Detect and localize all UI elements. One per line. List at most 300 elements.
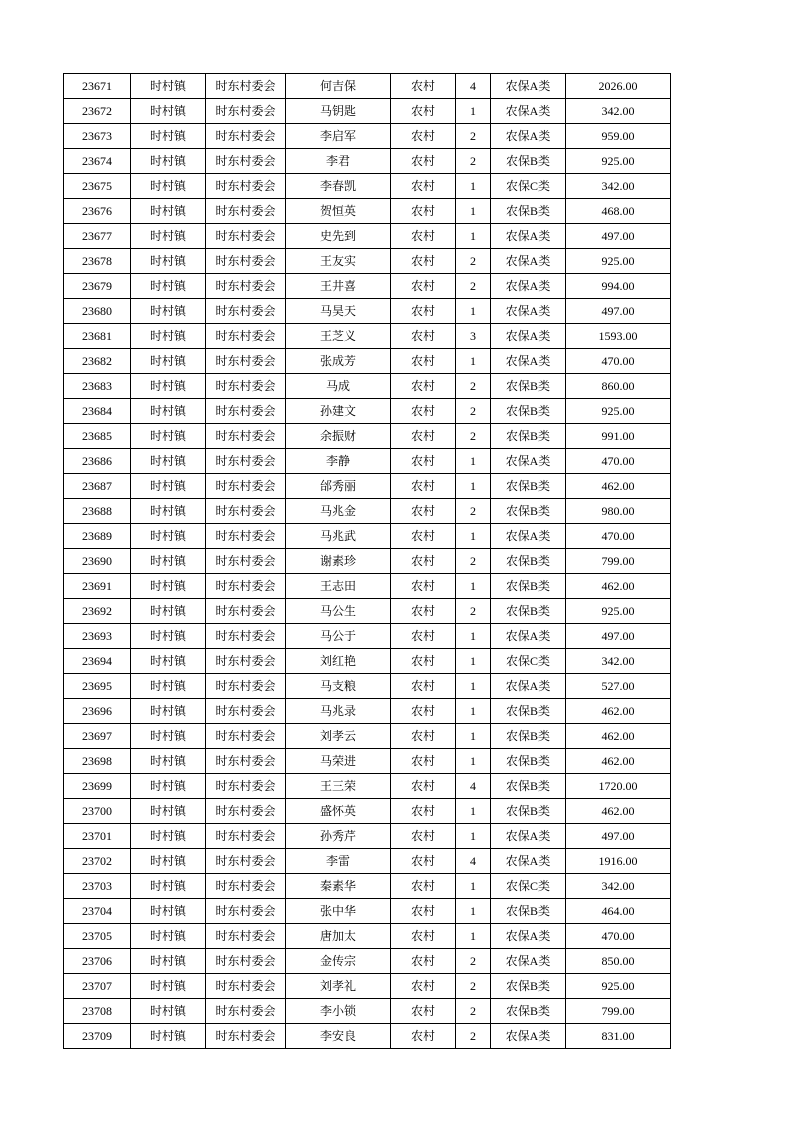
cell-insurance-category: 农保B类 (491, 549, 566, 574)
cell-amount: 470.00 (566, 524, 671, 549)
cell-insurance-category: 农保B类 (491, 399, 566, 424)
cell-village-committee: 时东村委会 (206, 774, 286, 799)
cell-insurance-category: 农保B类 (491, 974, 566, 999)
cell-village-committee: 时东村委会 (206, 824, 286, 849)
cell-record-id: 23674 (64, 149, 131, 174)
table-row (64, 399, 671, 424)
cell-amount: 1916.00 (566, 849, 671, 874)
cell-person-count: 2 (456, 1024, 491, 1049)
cell-person-name: 盛怀英 (286, 799, 391, 824)
table-row (64, 324, 671, 349)
cell-town: 时村镇 (131, 174, 206, 199)
cell-village-committee: 时东村委会 (206, 124, 286, 149)
cell-record-id: 23701 (64, 824, 131, 849)
cell-amount: 470.00 (566, 449, 671, 474)
table-row (64, 74, 671, 99)
cell-insurance-category: 农保B类 (491, 474, 566, 499)
cell-insurance-category: 农保A类 (491, 849, 566, 874)
cell-person-name: 王志田 (286, 574, 391, 599)
cell-person-count: 2 (456, 499, 491, 524)
cell-insurance-category: 农保A类 (491, 99, 566, 124)
cell-insurance-category: 农保A类 (491, 324, 566, 349)
cell-household-type: 农村 (391, 524, 456, 549)
table-row (64, 924, 671, 949)
cell-insurance-category: 农保A类 (491, 349, 566, 374)
cell-record-id: 23685 (64, 424, 131, 449)
cell-amount: 980.00 (566, 499, 671, 524)
cell-household-type: 农村 (391, 1024, 456, 1049)
cell-insurance-category: 农保B类 (491, 999, 566, 1024)
cell-person-name: 李安良 (286, 1024, 391, 1049)
cell-village-committee: 时东村委会 (206, 699, 286, 724)
cell-town: 时村镇 (131, 199, 206, 224)
cell-insurance-category: 农保B类 (491, 799, 566, 824)
cell-person-count: 1 (456, 524, 491, 549)
cell-record-id: 23687 (64, 474, 131, 499)
cell-person-name: 何吉保 (286, 74, 391, 99)
cell-household-type: 农村 (391, 499, 456, 524)
cell-record-id: 23675 (64, 174, 131, 199)
cell-amount: 497.00 (566, 824, 671, 849)
cell-village-committee: 时东村委会 (206, 574, 286, 599)
cell-town: 时村镇 (131, 424, 206, 449)
cell-town: 时村镇 (131, 899, 206, 924)
cell-record-id: 23703 (64, 874, 131, 899)
cell-person-count: 1 (456, 624, 491, 649)
cell-person-name: 马兆录 (286, 699, 391, 724)
cell-amount: 342.00 (566, 874, 671, 899)
cell-person-name: 王井喜 (286, 274, 391, 299)
cell-record-id: 23698 (64, 749, 131, 774)
cell-insurance-category: 农保B类 (491, 199, 566, 224)
cell-person-count: 1 (456, 699, 491, 724)
cell-insurance-category: 农保B类 (491, 574, 566, 599)
cell-amount: 462.00 (566, 574, 671, 599)
cell-record-id: 23694 (64, 649, 131, 674)
cell-village-committee: 时东村委会 (206, 599, 286, 624)
cell-person-name: 邰秀丽 (286, 474, 391, 499)
cell-person-count: 2 (456, 149, 491, 174)
cell-person-count: 1 (456, 574, 491, 599)
cell-record-id: 23679 (64, 274, 131, 299)
cell-household-type: 农村 (391, 474, 456, 499)
cell-record-id: 23681 (64, 324, 131, 349)
cell-insurance-category: 农保B类 (491, 899, 566, 924)
cell-village-committee: 时东村委会 (206, 674, 286, 699)
cell-record-id: 23704 (64, 899, 131, 924)
table-row (64, 999, 671, 1024)
cell-record-id: 23708 (64, 999, 131, 1024)
cell-town: 时村镇 (131, 149, 206, 174)
cell-person-name: 王芝义 (286, 324, 391, 349)
cell-person-count: 4 (456, 849, 491, 874)
cell-insurance-category: 农保A类 (491, 449, 566, 474)
cell-record-id: 23696 (64, 699, 131, 724)
cell-record-id: 23676 (64, 199, 131, 224)
table-row (64, 99, 671, 124)
cell-town: 时村镇 (131, 924, 206, 949)
cell-village-committee: 时东村委会 (206, 174, 286, 199)
cell-village-committee: 时东村委会 (206, 1024, 286, 1049)
cell-person-name: 王友实 (286, 249, 391, 274)
cell-insurance-category: 农保B类 (491, 749, 566, 774)
cell-household-type: 农村 (391, 974, 456, 999)
cell-insurance-category: 农保A类 (491, 674, 566, 699)
cell-record-id: 23702 (64, 849, 131, 874)
cell-person-count: 1 (456, 349, 491, 374)
cell-person-name: 马钥匙 (286, 99, 391, 124)
cell-town: 时村镇 (131, 249, 206, 274)
cell-record-id: 23682 (64, 349, 131, 374)
cell-amount: 462.00 (566, 699, 671, 724)
cell-amount: 925.00 (566, 149, 671, 174)
cell-person-count: 1 (456, 924, 491, 949)
cell-amount: 497.00 (566, 224, 671, 249)
cell-village-committee: 时东村委会 (206, 249, 286, 274)
cell-person-count: 1 (456, 299, 491, 324)
cell-town: 时村镇 (131, 324, 206, 349)
table-row (64, 499, 671, 524)
table-row (64, 749, 671, 774)
cell-village-committee: 时东村委会 (206, 624, 286, 649)
cell-household-type: 农村 (391, 249, 456, 274)
cell-household-type: 农村 (391, 924, 456, 949)
cell-person-name: 秦素华 (286, 874, 391, 899)
cell-amount: 462.00 (566, 749, 671, 774)
cell-person-count: 2 (456, 124, 491, 149)
cell-household-type: 农村 (391, 374, 456, 399)
cell-town: 时村镇 (131, 499, 206, 524)
cell-household-type: 农村 (391, 799, 456, 824)
cell-town: 时村镇 (131, 649, 206, 674)
cell-town: 时村镇 (131, 74, 206, 99)
cell-town: 时村镇 (131, 949, 206, 974)
cell-amount: 470.00 (566, 349, 671, 374)
table-row (64, 1024, 671, 1049)
cell-record-id: 23677 (64, 224, 131, 249)
table-row (64, 849, 671, 874)
table-row (64, 974, 671, 999)
cell-village-committee: 时东村委会 (206, 849, 286, 874)
cell-person-name: 马公生 (286, 599, 391, 624)
cell-insurance-category: 农保A类 (491, 624, 566, 649)
cell-insurance-category: 农保B类 (491, 499, 566, 524)
cell-person-count: 1 (456, 174, 491, 199)
cell-amount: 497.00 (566, 299, 671, 324)
table-row (64, 124, 671, 149)
cell-person-count: 2 (456, 549, 491, 574)
cell-person-count: 1 (456, 649, 491, 674)
cell-amount: 464.00 (566, 899, 671, 924)
cell-person-name: 马兆武 (286, 524, 391, 549)
cell-amount: 959.00 (566, 124, 671, 149)
cell-household-type: 农村 (391, 774, 456, 799)
cell-person-count: 1 (456, 674, 491, 699)
cell-insurance-category: 农保A类 (491, 124, 566, 149)
cell-town: 时村镇 (131, 699, 206, 724)
cell-household-type: 农村 (391, 174, 456, 199)
cell-amount: 470.00 (566, 924, 671, 949)
cell-person-count: 1 (456, 899, 491, 924)
cell-record-id: 23692 (64, 599, 131, 624)
cell-insurance-category: 农保B类 (491, 724, 566, 749)
cell-insurance-category: 农保C类 (491, 649, 566, 674)
cell-record-id: 23671 (64, 74, 131, 99)
cell-insurance-category: 农保C类 (491, 174, 566, 199)
table-row (64, 174, 671, 199)
cell-person-count: 2 (456, 599, 491, 624)
cell-insurance-category: 农保A类 (491, 299, 566, 324)
cell-person-name: 刘红艳 (286, 649, 391, 674)
cell-insurance-category: 农保B类 (491, 424, 566, 449)
cell-person-name: 金传宗 (286, 949, 391, 974)
cell-household-type: 农村 (391, 99, 456, 124)
cell-amount: 342.00 (566, 649, 671, 674)
cell-person-name: 刘孝云 (286, 724, 391, 749)
cell-amount: 342.00 (566, 99, 671, 124)
cell-town: 时村镇 (131, 824, 206, 849)
cell-town: 时村镇 (131, 674, 206, 699)
cell-record-id: 23672 (64, 99, 131, 124)
table-row (64, 699, 671, 724)
cell-town: 时村镇 (131, 99, 206, 124)
cell-person-name: 李春凯 (286, 174, 391, 199)
cell-household-type: 农村 (391, 124, 456, 149)
cell-household-type: 农村 (391, 224, 456, 249)
cell-amount: 799.00 (566, 549, 671, 574)
cell-household-type: 农村 (391, 299, 456, 324)
table-row (64, 424, 671, 449)
table-row (64, 299, 671, 324)
table-row (64, 449, 671, 474)
cell-record-id: 23707 (64, 974, 131, 999)
cell-village-committee: 时东村委会 (206, 224, 286, 249)
cell-record-id: 23680 (64, 299, 131, 324)
cell-village-committee: 时东村委会 (206, 899, 286, 924)
cell-amount: 1593.00 (566, 324, 671, 349)
cell-person-count: 3 (456, 324, 491, 349)
cell-insurance-category: 农保A类 (491, 249, 566, 274)
cell-household-type: 农村 (391, 149, 456, 174)
table-row (64, 349, 671, 374)
cell-person-name: 孙秀芹 (286, 824, 391, 849)
cell-village-committee: 时东村委会 (206, 949, 286, 974)
cell-insurance-category: 农保A类 (491, 1024, 566, 1049)
cell-household-type: 农村 (391, 574, 456, 599)
cell-record-id: 23695 (64, 674, 131, 699)
cell-household-type: 农村 (391, 624, 456, 649)
cell-amount: 925.00 (566, 399, 671, 424)
cell-village-committee: 时东村委会 (206, 199, 286, 224)
table-row (64, 624, 671, 649)
cell-person-name: 史先到 (286, 224, 391, 249)
cell-person-count: 1 (456, 799, 491, 824)
cell-town: 时村镇 (131, 524, 206, 549)
cell-village-committee: 时东村委会 (206, 474, 286, 499)
cell-village-committee: 时东村委会 (206, 74, 286, 99)
cell-amount: 860.00 (566, 374, 671, 399)
cell-person-name: 马昊天 (286, 299, 391, 324)
cell-person-count: 2 (456, 974, 491, 999)
cell-amount: 2026.00 (566, 74, 671, 99)
cell-person-name: 唐加太 (286, 924, 391, 949)
cell-village-committee: 时东村委会 (206, 499, 286, 524)
cell-household-type: 农村 (391, 699, 456, 724)
table-row (64, 474, 671, 499)
cell-village-committee: 时东村委会 (206, 324, 286, 349)
cell-person-name: 王三荣 (286, 774, 391, 799)
cell-village-committee: 时东村委会 (206, 999, 286, 1024)
cell-person-name: 马支粮 (286, 674, 391, 699)
table-row (64, 799, 671, 824)
cell-amount: 462.00 (566, 474, 671, 499)
table-row (64, 374, 671, 399)
cell-person-name: 张中华 (286, 899, 391, 924)
cell-household-type: 农村 (391, 424, 456, 449)
cell-record-id: 23683 (64, 374, 131, 399)
cell-town: 时村镇 (131, 774, 206, 799)
table-row (64, 724, 671, 749)
cell-person-count: 2 (456, 999, 491, 1024)
benefit-records-table (63, 73, 671, 1049)
cell-village-committee: 时东村委会 (206, 149, 286, 174)
cell-person-name: 孙建文 (286, 399, 391, 424)
table-row (64, 649, 671, 674)
cell-town: 时村镇 (131, 999, 206, 1024)
cell-town: 时村镇 (131, 299, 206, 324)
cell-record-id: 23690 (64, 549, 131, 574)
cell-household-type: 农村 (391, 349, 456, 374)
cell-household-type: 农村 (391, 849, 456, 874)
cell-insurance-category: 农保A类 (491, 74, 566, 99)
cell-household-type: 农村 (391, 324, 456, 349)
cell-person-count: 2 (456, 424, 491, 449)
cell-insurance-category: 农保C类 (491, 874, 566, 899)
cell-amount: 497.00 (566, 624, 671, 649)
cell-insurance-category: 农保B类 (491, 699, 566, 724)
cell-record-id: 23705 (64, 924, 131, 949)
cell-village-committee: 时东村委会 (206, 799, 286, 824)
cell-town: 时村镇 (131, 124, 206, 149)
table-row (64, 199, 671, 224)
cell-village-committee: 时东村委会 (206, 99, 286, 124)
cell-amount: 527.00 (566, 674, 671, 699)
cell-town: 时村镇 (131, 449, 206, 474)
cell-household-type: 农村 (391, 899, 456, 924)
table-body (64, 74, 671, 1049)
cell-person-name: 刘孝礼 (286, 974, 391, 999)
cell-amount: 925.00 (566, 974, 671, 999)
cell-record-id: 23691 (64, 574, 131, 599)
cell-village-committee: 时东村委会 (206, 974, 286, 999)
cell-person-count: 2 (456, 274, 491, 299)
cell-person-count: 1 (456, 449, 491, 474)
cell-town: 时村镇 (131, 974, 206, 999)
cell-village-committee: 时东村委会 (206, 274, 286, 299)
cell-town: 时村镇 (131, 374, 206, 399)
cell-record-id: 23686 (64, 449, 131, 474)
cell-record-id: 23706 (64, 949, 131, 974)
table-row (64, 524, 671, 549)
cell-town: 时村镇 (131, 849, 206, 874)
cell-person-name: 马公于 (286, 624, 391, 649)
table-row (64, 549, 671, 574)
cell-record-id: 23699 (64, 774, 131, 799)
table-row (64, 774, 671, 799)
cell-insurance-category: 农保A类 (491, 524, 566, 549)
cell-person-name: 李君 (286, 149, 391, 174)
cell-person-count: 1 (456, 199, 491, 224)
cell-record-id: 23689 (64, 524, 131, 549)
cell-insurance-category: 农保B类 (491, 149, 566, 174)
cell-record-id: 23684 (64, 399, 131, 424)
cell-household-type: 农村 (391, 674, 456, 699)
cell-insurance-category: 农保A类 (491, 274, 566, 299)
cell-household-type: 农村 (391, 749, 456, 774)
cell-insurance-category: 农保A类 (491, 224, 566, 249)
cell-amount: 1720.00 (566, 774, 671, 799)
cell-village-committee: 时东村委会 (206, 874, 286, 899)
cell-person-count: 1 (456, 99, 491, 124)
cell-amount: 462.00 (566, 799, 671, 824)
cell-household-type: 农村 (391, 274, 456, 299)
cell-person-name: 谢素珍 (286, 549, 391, 574)
cell-village-committee: 时东村委会 (206, 399, 286, 424)
cell-town: 时村镇 (131, 624, 206, 649)
cell-town: 时村镇 (131, 224, 206, 249)
cell-person-name: 张成芳 (286, 349, 391, 374)
table-row (64, 599, 671, 624)
table-row (64, 899, 671, 924)
cell-amount: 462.00 (566, 724, 671, 749)
cell-household-type: 农村 (391, 824, 456, 849)
cell-insurance-category: 农保A类 (491, 949, 566, 974)
cell-person-count: 1 (456, 749, 491, 774)
cell-insurance-category: 农保A类 (491, 824, 566, 849)
cell-person-name: 李静 (286, 449, 391, 474)
cell-village-committee: 时东村委会 (206, 449, 286, 474)
cell-household-type: 农村 (391, 724, 456, 749)
cell-person-count: 1 (456, 474, 491, 499)
cell-amount: 991.00 (566, 424, 671, 449)
cell-record-id: 23709 (64, 1024, 131, 1049)
cell-village-committee: 时东村委会 (206, 299, 286, 324)
cell-household-type: 农村 (391, 999, 456, 1024)
cell-household-type: 农村 (391, 874, 456, 899)
cell-person-name: 马兆金 (286, 499, 391, 524)
table-row (64, 574, 671, 599)
cell-town: 时村镇 (131, 474, 206, 499)
cell-town: 时村镇 (131, 749, 206, 774)
cell-village-committee: 时东村委会 (206, 549, 286, 574)
cell-town: 时村镇 (131, 874, 206, 899)
cell-village-committee: 时东村委会 (206, 724, 286, 749)
cell-amount: 925.00 (566, 249, 671, 274)
cell-village-committee: 时东村委会 (206, 374, 286, 399)
cell-person-count: 4 (456, 774, 491, 799)
cell-household-type: 农村 (391, 199, 456, 224)
cell-person-name: 贺恒英 (286, 199, 391, 224)
cell-amount: 994.00 (566, 274, 671, 299)
cell-person-name: 余振财 (286, 424, 391, 449)
cell-person-name: 李雷 (286, 849, 391, 874)
cell-village-committee: 时东村委会 (206, 924, 286, 949)
table-row (64, 874, 671, 899)
cell-town: 时村镇 (131, 549, 206, 574)
cell-record-id: 23700 (64, 799, 131, 824)
cell-village-committee: 时东村委会 (206, 349, 286, 374)
cell-town: 时村镇 (131, 349, 206, 374)
